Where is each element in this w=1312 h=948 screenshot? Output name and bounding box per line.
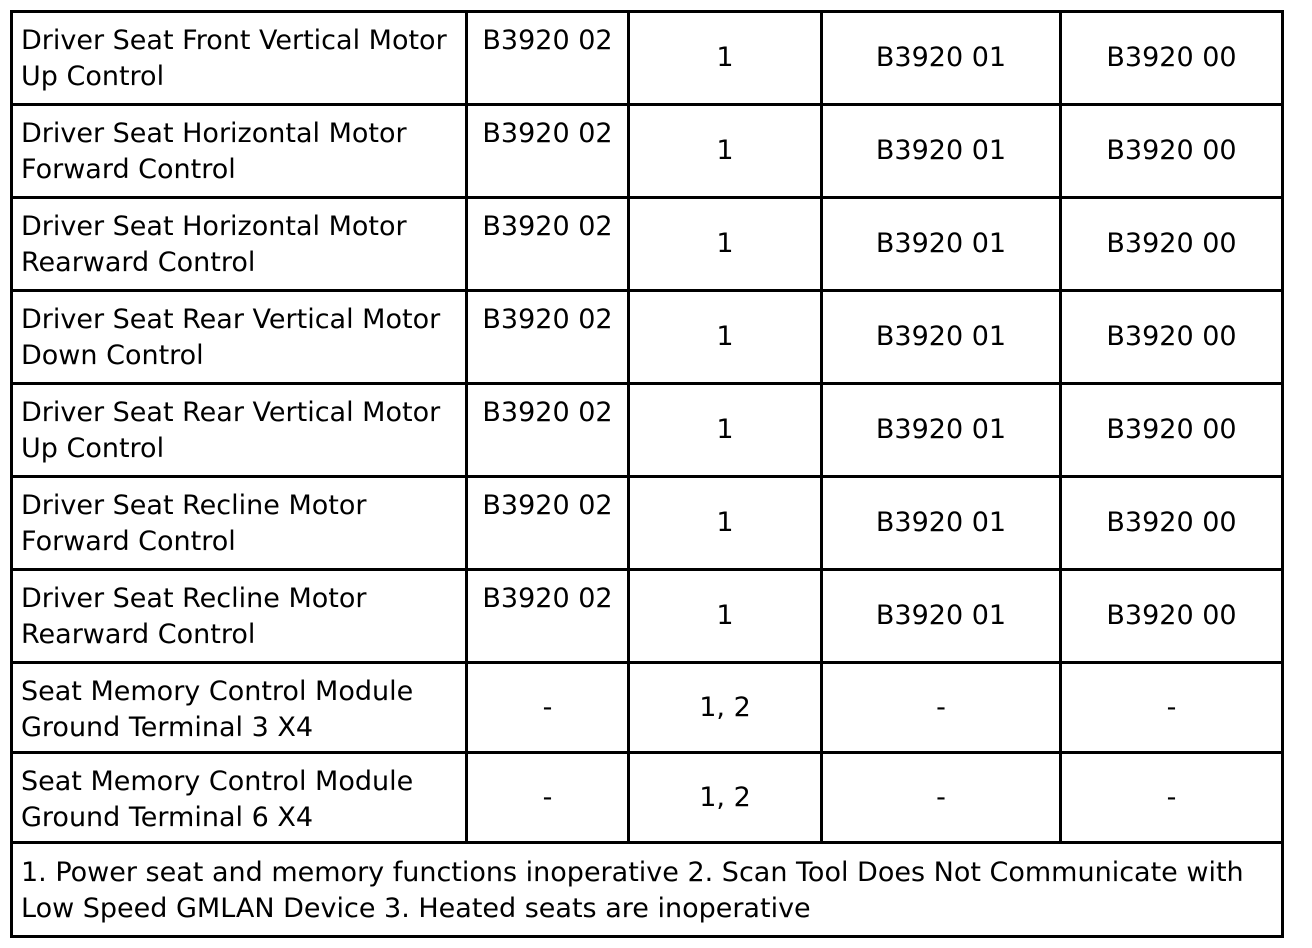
short-to-ground-cell: B3920 02 (467, 384, 629, 477)
circuit-diagnostic-table (10, 10, 1284, 938)
signal-performance-cell: B3920 00 (1061, 105, 1283, 198)
table-row (12, 570, 1283, 663)
short-to-ground-cell: - (467, 663, 629, 753)
open-high-resistance-cell: 1, 2 (629, 663, 822, 753)
short-to-voltage-cell: B3920 01 (822, 12, 1061, 105)
signal-performance-cell: B3920 00 (1061, 12, 1283, 105)
open-high-resistance-cell: 1 (629, 570, 822, 663)
open-high-resistance-cell: 1 (629, 291, 822, 384)
table-row (12, 12, 1283, 105)
short-to-ground-cell: B3920 02 (467, 105, 629, 198)
table-footnotes: 1. Power seat and memory functions inoperative 2. Scan Tool Does Not Communicate with Low Speed GMLAN Device 3. Heated seats are inoperative (12, 843, 1283, 937)
circuit-name-cell: Driver Seat Rear Vertical Motor Up Control (12, 384, 467, 477)
short-to-voltage-cell: - (822, 753, 1061, 843)
signal-performance-cell: - (1061, 663, 1283, 753)
short-to-voltage-cell: B3920 01 (822, 105, 1061, 198)
short-to-voltage-cell: B3920 01 (822, 291, 1061, 384)
short-to-ground-cell: B3920 02 (467, 570, 629, 663)
open-high-resistance-cell: 1 (629, 105, 822, 198)
circuit-name-cell: Driver Seat Recline Motor Rearward Control (12, 570, 467, 663)
signal-performance-cell: B3920 00 (1061, 198, 1283, 291)
open-high-resistance-cell: 1 (629, 12, 822, 105)
circuit-name-cell: Seat Memory Control Module Ground Terminal 3 X4 (12, 663, 467, 753)
short-to-voltage-cell: B3920 01 (822, 570, 1061, 663)
circuit-name-cell: Driver Seat Rear Vertical Motor Down Control (12, 291, 467, 384)
circuit-name-cell: Seat Memory Control Module Ground Terminal 6 X4 (12, 753, 467, 843)
circuit-name-cell: Driver Seat Horizontal Motor Rearward Control (12, 198, 467, 291)
short-to-voltage-cell: B3920 01 (822, 198, 1061, 291)
table-row (12, 291, 1283, 384)
table-row (12, 384, 1283, 477)
short-to-ground-cell: B3920 02 (467, 198, 629, 291)
open-high-resistance-cell: 1 (629, 198, 822, 291)
short-to-ground-cell: B3920 02 (467, 291, 629, 384)
notes-row (12, 843, 1283, 937)
short-to-ground-cell: B3920 02 (467, 12, 629, 105)
open-high-resistance-cell: 1, 2 (629, 753, 822, 843)
table-row (12, 477, 1283, 570)
short-to-ground-cell: B3920 02 (467, 477, 629, 570)
signal-performance-cell: - (1061, 753, 1283, 843)
short-to-voltage-cell: B3920 01 (822, 477, 1061, 570)
short-to-ground-cell: - (467, 753, 629, 843)
table-row (12, 663, 1283, 753)
circuit-name-cell: Driver Seat Recline Motor Forward Control (12, 477, 467, 570)
signal-performance-cell: B3920 00 (1061, 384, 1283, 477)
short-to-voltage-cell: B3920 01 (822, 384, 1061, 477)
short-to-voltage-cell: - (822, 663, 1061, 753)
table-row (12, 198, 1283, 291)
signal-performance-cell: B3920 00 (1061, 477, 1283, 570)
open-high-resistance-cell: 1 (629, 477, 822, 570)
table-row (12, 753, 1283, 843)
table-row (12, 105, 1283, 198)
circuit-name-cell: Driver Seat Horizontal Motor Forward Control (12, 105, 467, 198)
open-high-resistance-cell: 1 (629, 384, 822, 477)
circuit-name-cell: Driver Seat Front Vertical Motor Up Control (12, 12, 467, 105)
signal-performance-cell: B3920 00 (1061, 291, 1283, 384)
signal-performance-cell: B3920 00 (1061, 570, 1283, 663)
